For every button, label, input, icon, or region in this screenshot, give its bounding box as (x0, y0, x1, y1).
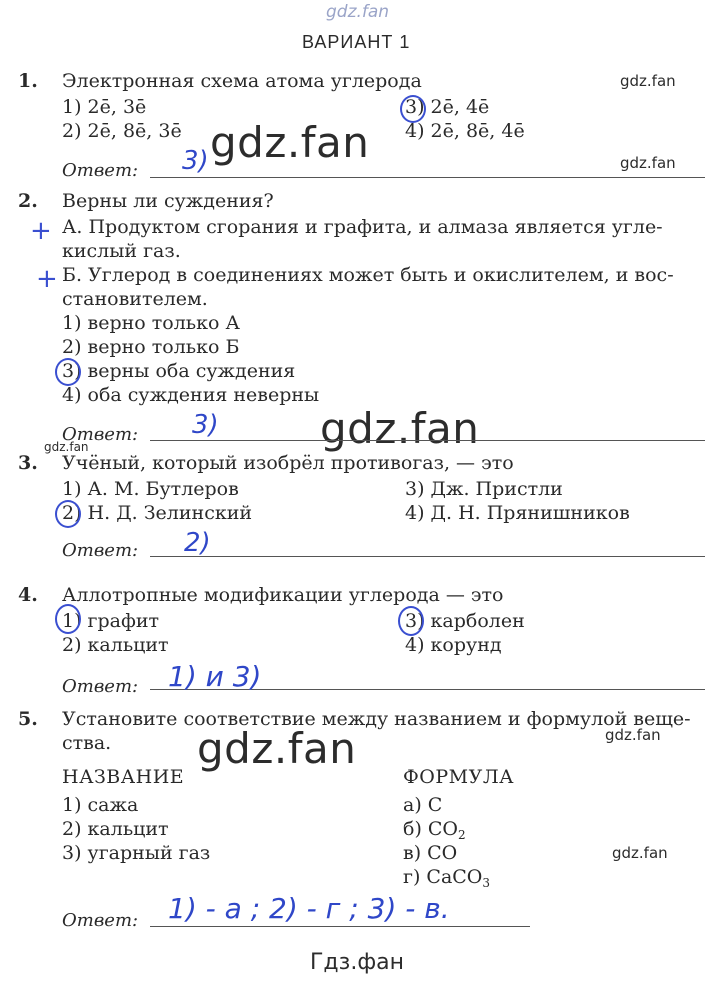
question-2-answer: 3) (192, 410, 219, 440)
name-item-1: 1) сажа (62, 794, 139, 816)
column-header-formula: ФОРМУЛА (403, 766, 515, 788)
watermark-small-right-4: gdz.fan (612, 844, 668, 862)
watermark-large-2: gdz.fan (320, 404, 480, 453)
question-2-option-4: 4) оба суждения неверны (62, 384, 320, 406)
watermark-large-3: gdz.fan (197, 724, 357, 773)
question-1-choice-circle (400, 95, 426, 123)
name-item-2: 2) кальцит (62, 818, 169, 840)
question-2-statement-b-line1: Б. Углерод в соединениях может быть и окислителем, и вос- (62, 264, 674, 286)
question-1-answer-line (150, 177, 705, 178)
watermark-top: gdz.fan (326, 2, 390, 22)
formula-item-a: а) C (403, 794, 443, 816)
question-2-option-3: 3) верны оба суждения (62, 360, 296, 382)
question-2-statement-a-line2: кислый газ. (62, 240, 181, 262)
question-5-answer: 1) - a ; 2) - г ; 3) - в. (168, 892, 450, 925)
question-4-option-2: 2) кальцит (62, 634, 169, 656)
watermark-large-1: gdz.fan (210, 118, 370, 167)
question-3-option-2: 2) Н. Д. Зелинский (62, 502, 253, 524)
question-2-answer-line (150, 440, 705, 441)
question-4-choice-circle-3 (398, 606, 424, 636)
question-2-option-2: 2) верно только Б (62, 336, 240, 358)
question-4-answer-label: Ответ: (62, 676, 139, 697)
variant-title: ВАРИАНТ 1 (302, 32, 411, 52)
formula-item-b: б) $CO_2$ (403, 818, 466, 842)
question-5-text-line1: Установите соответствие между названием и формулой веще- (62, 708, 691, 730)
question-1-option-2: 2) 2ē, 8ē, 3ē (62, 120, 182, 142)
question-4-option-4: 4) корунд (405, 634, 502, 656)
question-2-choice-circle (55, 358, 81, 386)
watermark-bottom: Гдз.фан (310, 950, 404, 975)
question-3-number: 3. (18, 452, 38, 474)
watermark-small-left: gdz.fan (44, 440, 89, 454)
question-2-number: 2. (18, 190, 38, 212)
question-1-answer: 3) (182, 146, 209, 176)
question-5-number: 5. (18, 708, 38, 730)
watermark-small-right-3: gdz.fan (605, 726, 661, 744)
question-3-option-1: 1) А. М. Бутлеров (62, 478, 239, 500)
question-1-option-3: 3) 2ē, 4ē (405, 96, 490, 118)
question-4-answer: 1) и 3) (168, 660, 262, 693)
question-4-number: 4. (18, 584, 38, 606)
question-3-answer-line (150, 556, 705, 557)
formula-item-g: г) CaCO$_3$ (403, 866, 491, 890)
formula-item-v: в) CO (403, 842, 458, 864)
question-3-answer-label: Ответ: (62, 540, 139, 561)
question-4-option-1: 1) графит (62, 610, 160, 632)
question-2-option-1: 1) верно только А (62, 312, 240, 334)
question-4-text: Аллотропные модификации углерода — это (62, 584, 504, 606)
question-3-text: Учёный, который изобрёл противогаз, — это (62, 452, 514, 474)
plus-mark-b: + (36, 264, 58, 294)
question-3-option-3: 3) Дж. Пристли (405, 478, 563, 500)
question-2-text: Верны ли суждения? (62, 190, 274, 212)
plus-mark-a: + (30, 216, 52, 246)
question-3-choice-circle (55, 500, 81, 528)
question-1-option-1: 1) 2ē, 3ē (62, 96, 147, 118)
question-5-answer-label: Ответ: (62, 910, 139, 931)
watermark-small-right-1: gdz.fan (620, 72, 676, 90)
question-3-option-4: 4) Д. Н. Прянишников (405, 502, 630, 524)
question-4-option-3: 3) карболен (405, 610, 525, 632)
question-1-answer-label: Ответ: (62, 160, 139, 181)
question-2-answer-label: Ответ: (62, 424, 139, 445)
question-4-choice-circle-1 (55, 604, 81, 634)
question-5-answer-line (150, 926, 530, 927)
column-header-name: НАЗВАНИЕ (62, 766, 185, 788)
question-1-number: 1. (18, 70, 38, 92)
name-item-3: 3) угарный газ (62, 842, 211, 864)
question-1-option-4: 4) 2ē, 8ē, 4ē (405, 120, 525, 142)
question-1-text: Электронная схема атома углерода (62, 70, 422, 92)
question-2-statement-a-line1: А. Продуктом сгорания и графита, и алмаза является угле- (62, 216, 663, 238)
question-5-text-line2: ства. (62, 732, 112, 754)
question-3-answer: 2) (184, 528, 211, 558)
watermark-small-right-2: gdz.fan (620, 154, 676, 172)
question-2-statement-b-line2: становителем. (62, 288, 208, 310)
